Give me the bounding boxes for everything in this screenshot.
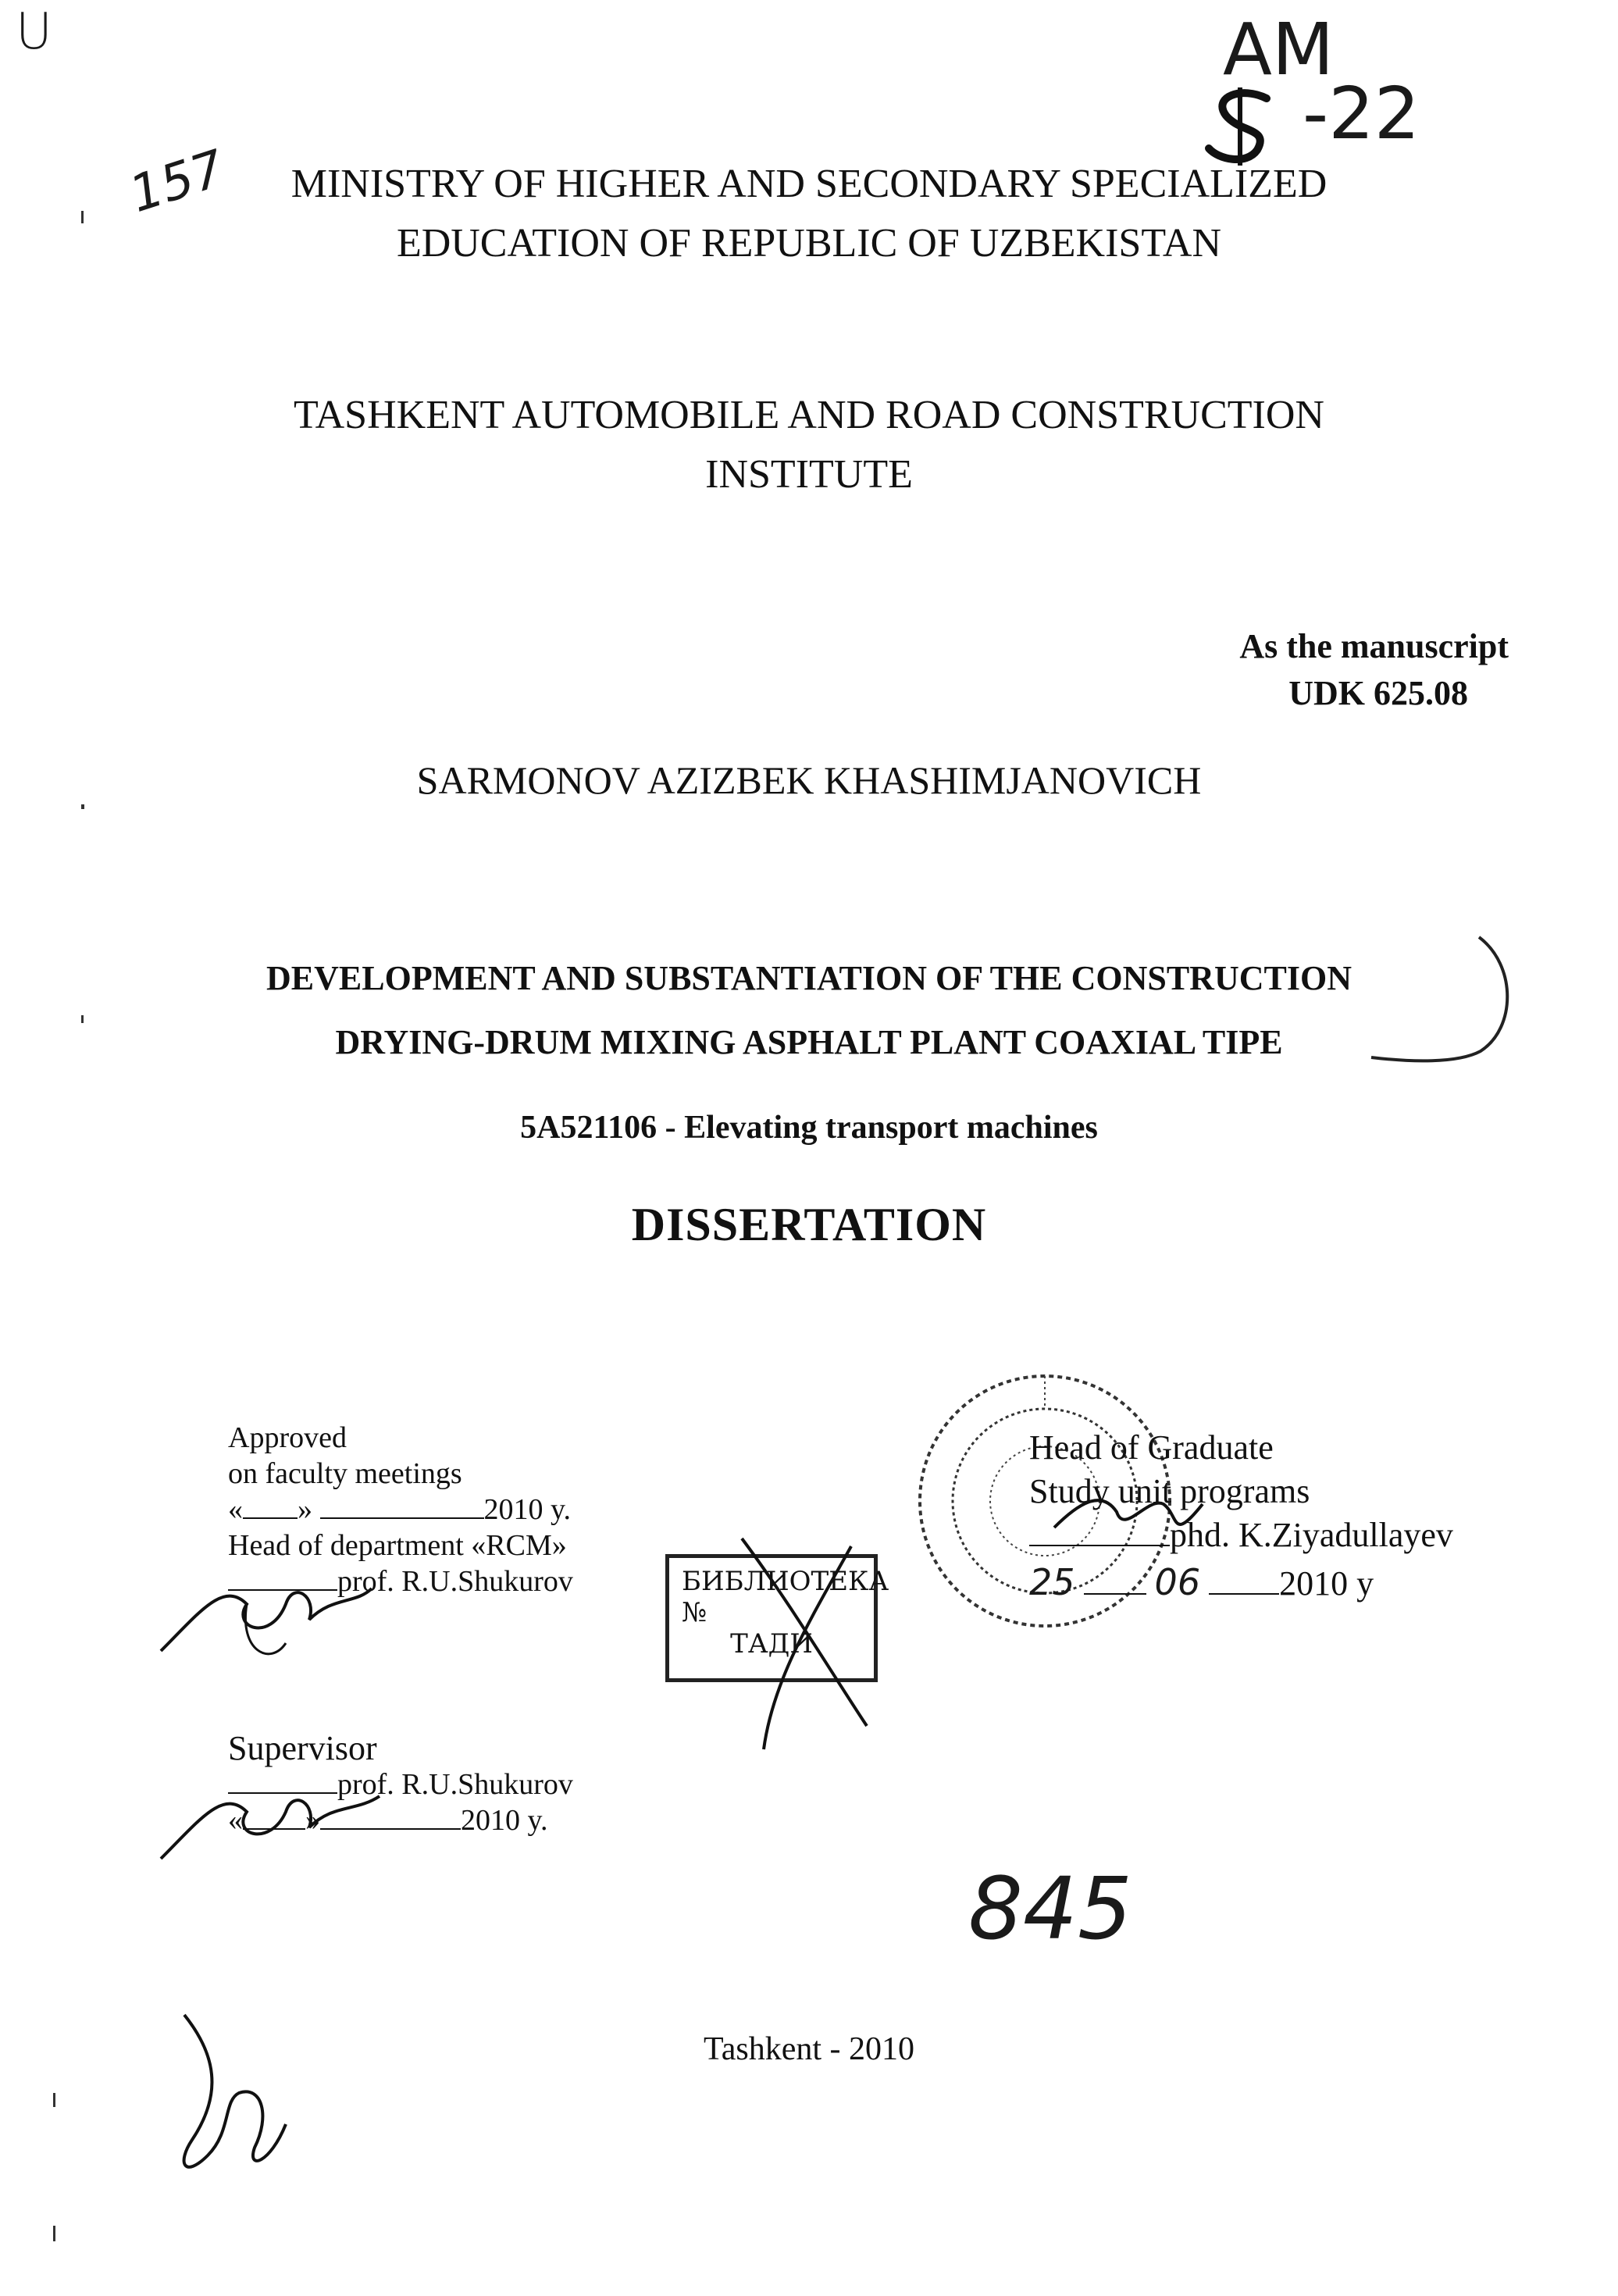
thesis-title-line-1: DEVELOPMENT AND SUBSTANTIATION OF THE CONSTRUCTION bbox=[266, 959, 1352, 997]
supervisor-date-line: « » 2010 y. bbox=[228, 1804, 548, 1837]
head-name: prof. R.U.Shukurov bbox=[337, 1565, 573, 1598]
graduate-study-label: Study unit programs bbox=[1029, 1472, 1310, 1510]
udk-code: UDK 625.08 bbox=[1288, 674, 1468, 712]
ministry-line-1: MINISTRY OF HIGHER AND SECONDARY SPECIALIZED bbox=[290, 162, 1328, 206]
approval-year: 2010 y. bbox=[483, 1493, 572, 1526]
scan-speck bbox=[81, 804, 84, 809]
institute-line-2: INSTITUTE bbox=[705, 452, 913, 497]
handwritten-inventory-number: 845 bbox=[968, 1859, 1132, 1959]
graduate-head-label: Head of Graduate bbox=[1029, 1428, 1274, 1467]
library-stamp-line-1: БИБЛИОТЕКА bbox=[682, 1566, 889, 1597]
archive-code-handwritten: АМ bbox=[1223, 8, 1335, 91]
city-year: Tashkent - 2010 bbox=[703, 2031, 914, 2067]
graduate-head-name: phd. K.Ziyadullayev bbox=[1170, 1516, 1453, 1554]
archive-number-handwritten: -22 bbox=[1303, 72, 1420, 155]
manuscript-note bbox=[1239, 623, 1509, 717]
approval-date-line: « » 2010 y. bbox=[228, 1493, 572, 1526]
scan-speck bbox=[53, 2093, 55, 2107]
handwritten-bracket bbox=[1363, 934, 1520, 1075]
scan-speck bbox=[81, 1015, 84, 1023]
ministry-heading bbox=[0, 155, 1618, 273]
head-of-department-label: Head of department «RCM» bbox=[228, 1529, 567, 1562]
margin-scribble: 157 bbox=[123, 139, 232, 225]
thesis-title-line-2: DRYING-DRUM MIXING ASPHALT PLANT COAXIAL TIPE bbox=[335, 1023, 1283, 1061]
supervisor-year: 2010 y. bbox=[461, 1804, 548, 1837]
manuscript-label: As the manuscript bbox=[1239, 627, 1509, 665]
author-name: SARMONOV AZIZBEK KHASHIMJANOVICH bbox=[416, 758, 1202, 802]
scan-speck bbox=[53, 2226, 55, 2241]
institute-line-1: TASHKENT AUTOMOBILE AND ROAD CONSTRUCTION bbox=[294, 393, 1324, 437]
specialty-code: 5A521106 - Elevating transport machines bbox=[520, 1110, 1098, 1146]
faculty-meeting-label: on faculty meetings bbox=[228, 1457, 462, 1490]
institute-heading bbox=[0, 386, 1618, 504]
corner-mark: U bbox=[16, 3, 52, 61]
supervisor-label: Supervisor bbox=[228, 1729, 377, 1767]
graduate-year: 2010 y bbox=[1279, 1564, 1374, 1603]
head-signature bbox=[153, 1557, 387, 1674]
graduate-date-line bbox=[1029, 1560, 1453, 1606]
library-stamp-line-3: ТАДИ bbox=[730, 1628, 813, 1660]
ministry-line-2: EDUCATION OF REPUBLIC OF UZBEKISTAN bbox=[396, 221, 1222, 266]
scan-speck bbox=[81, 211, 84, 223]
stamp-cross-scribble bbox=[726, 1523, 882, 1757]
document-type-heading: DISSERTATION bbox=[631, 1199, 987, 1250]
library-stamp-line-2: № bbox=[682, 1597, 707, 1628]
supervisor-signature bbox=[153, 1757, 387, 1874]
graduate-signature bbox=[1046, 1473, 1234, 1559]
graduate-month: 06 bbox=[1154, 1561, 1201, 1603]
supervisor-name: prof. R.U.Shukurov bbox=[337, 1768, 573, 1801]
approved-label: Approved bbox=[228, 1421, 347, 1454]
graduate-day: 25 bbox=[1029, 1561, 1075, 1603]
